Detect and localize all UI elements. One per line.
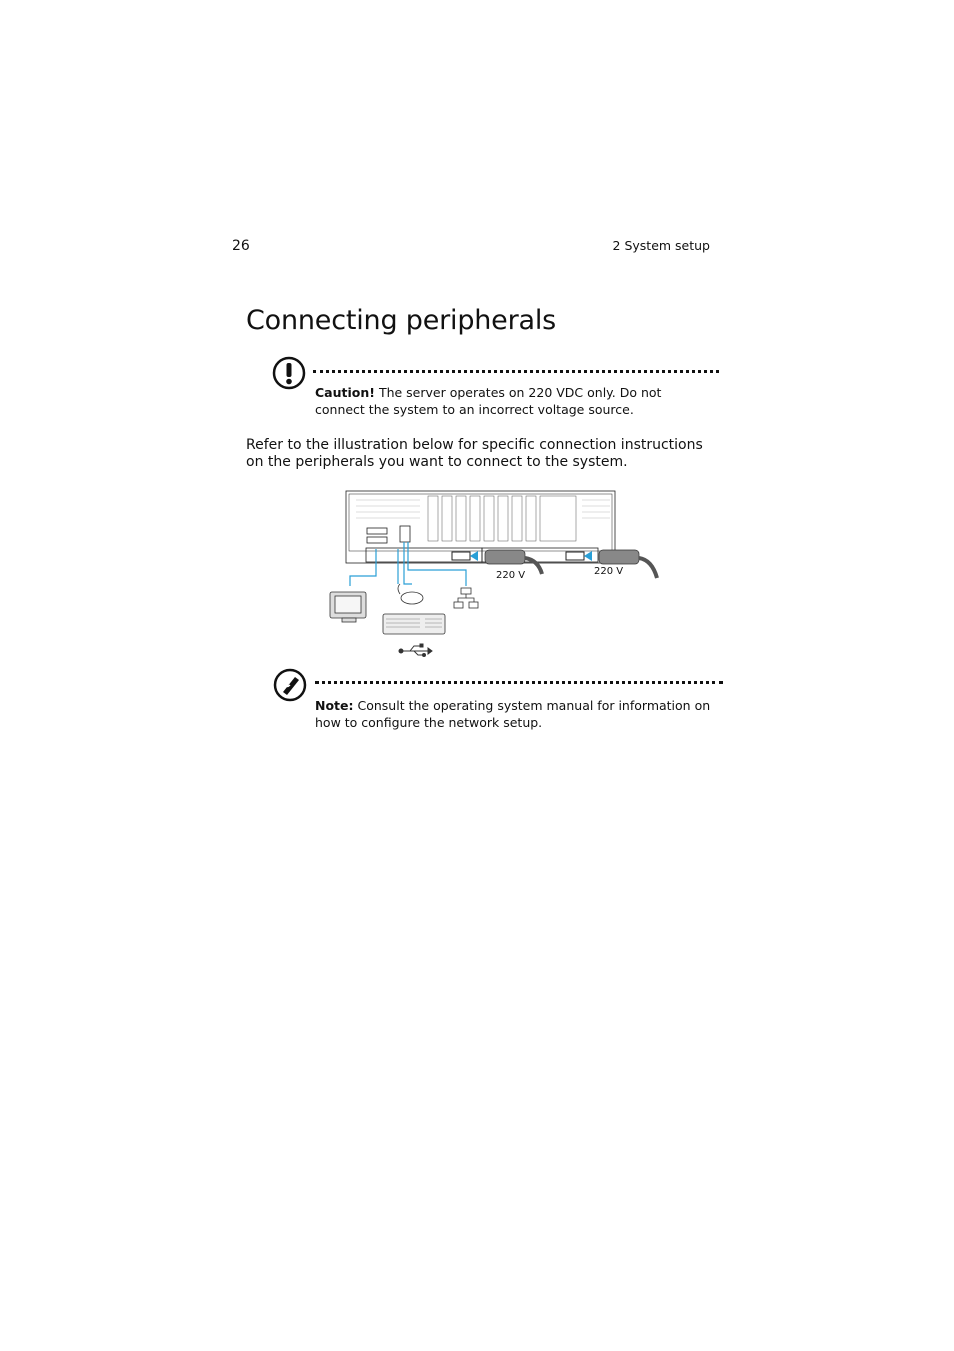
network-icon	[454, 588, 478, 608]
note-callout	[315, 698, 715, 731]
caution-divider	[313, 370, 719, 373]
caution-callout	[315, 385, 715, 418]
note-text: Consult the operating system manual for information on how to configure the network setup.	[315, 698, 711, 730]
note-divider	[315, 681, 723, 684]
power-cord-1	[485, 550, 525, 564]
usb-icon	[399, 644, 432, 657]
power-label-2: 220 V	[594, 566, 624, 577]
pencil-circle-icon	[273, 668, 307, 702]
keyboard-icon	[383, 614, 445, 634]
monitor-icon	[330, 592, 366, 622]
caution-text: The server operates on 220 VDC only. Do not connect the system to an incorrect voltage source.	[315, 385, 662, 417]
server-rear-panel	[346, 491, 615, 563]
page-title: Connecting peripherals	[246, 305, 557, 336]
page-number: 26	[232, 238, 250, 254]
caution-label: Caution!	[315, 385, 375, 400]
section-title: 2 System setup	[612, 238, 710, 253]
exclamation-circle-icon	[272, 356, 306, 390]
power-label-1: 220 V	[496, 570, 526, 581]
note-label: Note:	[315, 698, 354, 713]
mouse-icon	[398, 584, 423, 604]
intro-paragraph: Refer to the illustration below for specific connection instructions on the peripherals you want to connect to the system.	[246, 437, 703, 470]
connection-illustration	[320, 486, 670, 666]
power-cord-2	[599, 550, 639, 564]
